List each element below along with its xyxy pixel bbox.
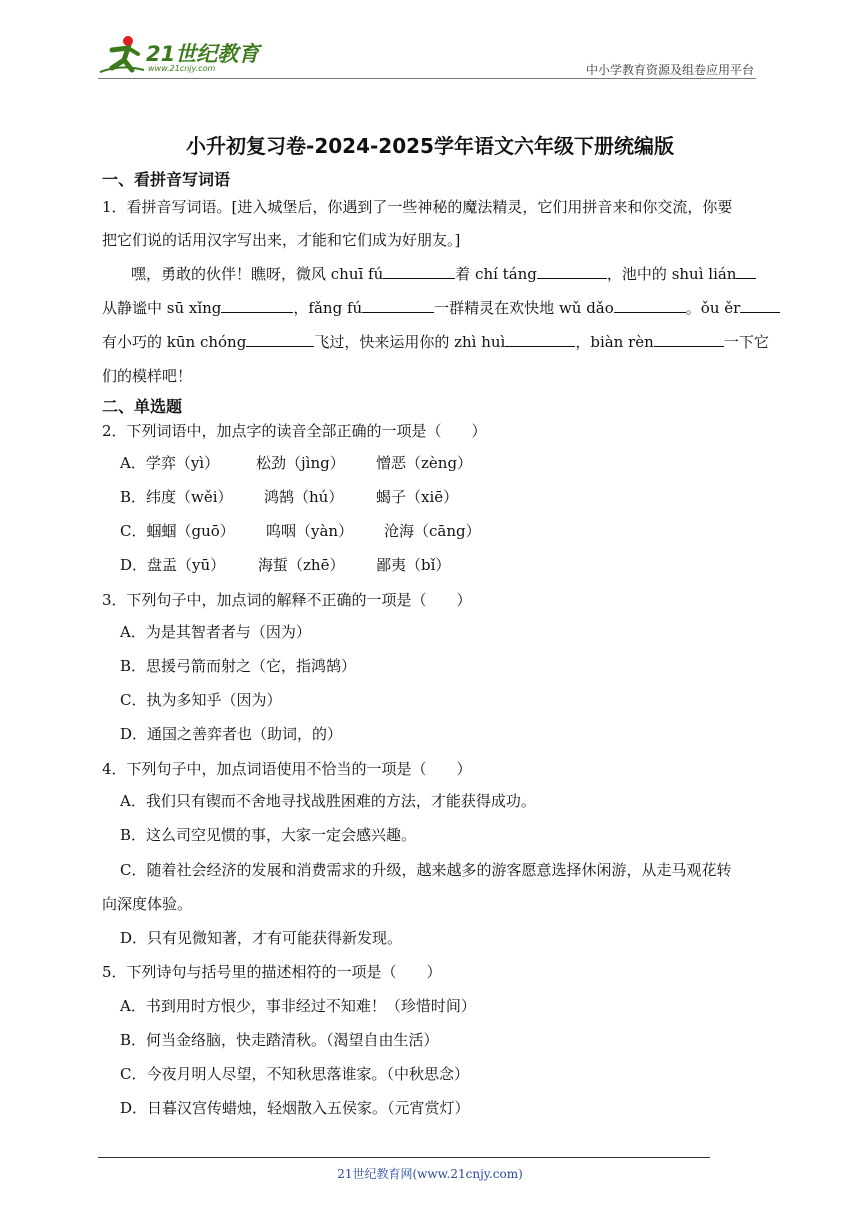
q1-stem-line-1: 1．看拼音写词语。[进入城堡后，你遇到了一些神秘的魔法精灵，它们用拼音来和你交流，你要 bbox=[102, 198, 733, 216]
section-heading-2: 二、单选题 bbox=[102, 397, 183, 416]
q1-passage-line-3 bbox=[102, 332, 769, 352]
q3-option-d[interactable]: D．通国之善弈者也（助词，的） bbox=[120, 725, 343, 743]
q2-option-c[interactable] bbox=[120, 521, 481, 541]
q5-option-b[interactable]: B．何当金络脑，快走踏清秋。（渴望自由生活） bbox=[120, 1031, 439, 1049]
answer-blank[interactable] bbox=[383, 264, 455, 279]
passage-text: ，池中的 shuì lián bbox=[606, 265, 737, 283]
footer-text: 21世纪教育网(www.21cnjy.com) bbox=[337, 1167, 523, 1181]
option-item: 松劲（jìng） bbox=[256, 454, 345, 472]
passage-text: 从静谧中 sū xǐng bbox=[102, 299, 222, 317]
q5-option-c[interactable]: C．今夜月明人尽望，不知秋思落谁家。（中秋思念） bbox=[120, 1065, 469, 1083]
answer-blank[interactable] bbox=[537, 264, 607, 279]
option-item: 鸿鹄（hú） bbox=[264, 488, 344, 506]
header-tagline: 中小学教育资源及组卷应用平台 bbox=[585, 63, 754, 77]
runner-logo-icon bbox=[98, 34, 146, 76]
page-header bbox=[98, 30, 756, 82]
answer-blank[interactable] bbox=[654, 332, 724, 347]
answer-blank[interactable] bbox=[505, 332, 575, 347]
q3-option-b[interactable]: B．思援弓箭而射之（它，指鸿鹄） bbox=[120, 657, 357, 675]
passage-text: 嘿，勇敢的伙伴！瞧呀，微风 chuī fú bbox=[131, 265, 384, 283]
answer-blank[interactable] bbox=[362, 298, 434, 313]
option-item: 鄙夷（bǐ） bbox=[376, 556, 451, 574]
passage-text: 有小巧的 kūn chóng bbox=[102, 333, 247, 351]
q5-option-d[interactable]: D．日暮汉宫传蜡烛，轻烟散入五侯家。（元宵赏灯） bbox=[120, 1099, 470, 1117]
q2-option-b[interactable] bbox=[120, 487, 459, 507]
option-item: D．盘盂（yū） bbox=[120, 556, 226, 574]
section-heading-1: 一、看拼音写词语 bbox=[102, 170, 231, 189]
q5-stem: 5．下列诗句与括号里的描述相符的一项是（ ） bbox=[102, 963, 442, 981]
option-item: 海蜇（zhē） bbox=[258, 556, 345, 574]
q2-option-a[interactable] bbox=[120, 453, 473, 473]
option-item: C．蝈蝈（guō） bbox=[120, 522, 235, 540]
footer-divider bbox=[98, 1157, 710, 1158]
passage-text: 一群精灵在欢快地 wǔ dǎo bbox=[434, 299, 614, 317]
answer-blank[interactable] bbox=[736, 264, 756, 279]
q4-option-b[interactable]: B．这么司空见惯的事，大家一定会感兴趣。 bbox=[120, 826, 417, 844]
q1-passage-line-4: 们的模样吧！ bbox=[102, 367, 193, 385]
q3-option-c[interactable]: C．执为多知乎（因为） bbox=[120, 691, 282, 709]
q3-option-a[interactable]: A．为是其智者者与（因为） bbox=[120, 623, 311, 641]
q5-option-a[interactable]: A．书到用时方恨少，事非经过不知难！（珍惜时间） bbox=[120, 997, 476, 1015]
answer-blank[interactable] bbox=[221, 298, 293, 313]
option-item: 呜咽（yàn） bbox=[266, 522, 354, 540]
q4-option-c-line-2: 向深度体验。 bbox=[102, 895, 193, 913]
option-item: A．学弈（yì） bbox=[120, 454, 220, 472]
answer-blank[interactable] bbox=[614, 298, 686, 313]
q4-option-a[interactable]: A．我们只有锲而不舍地寻找战胜困难的方法，才能获得成功。 bbox=[120, 792, 536, 810]
q2-stem: 2．下列词语中，加点字的读音全部正确的一项是（ ） bbox=[102, 422, 487, 440]
q1-stem-line-2: 把它们说的话用汉字写出来，才能和它们成为好朋友。] bbox=[102, 231, 461, 249]
option-item: 沧海（cāng） bbox=[384, 522, 481, 540]
logo-text: 21世纪教育 bbox=[146, 42, 260, 66]
option-item: 憎恶（zèng） bbox=[376, 454, 473, 472]
logo bbox=[98, 34, 258, 76]
answer-blank[interactable] bbox=[740, 298, 780, 313]
q2-option-d[interactable] bbox=[120, 555, 451, 575]
passage-text: ，biàn rèn bbox=[575, 333, 654, 351]
q1-passage-line-1 bbox=[131, 264, 756, 284]
passage-text: 着 chí táng bbox=[455, 265, 537, 283]
option-item: B．纬度（wěi） bbox=[120, 488, 233, 506]
answer-blank[interactable] bbox=[246, 332, 314, 347]
q1-passage-line-2 bbox=[102, 298, 780, 318]
passage-text: 飞过，快来运用你的 zhì huì bbox=[314, 333, 506, 351]
q4-stem: 4．下列句子中，加点词语使用不恰当的一项是（ ） bbox=[102, 760, 472, 778]
q4-option-c-line-1[interactable]: C．随着社会经济的发展和消费需求的升级，越来越多的游客愿意选择休闲游，从走马观花转 bbox=[120, 861, 732, 879]
option-item: 蝎子（xiē） bbox=[376, 488, 459, 506]
logo-url: www.21cnjy.com bbox=[148, 64, 216, 73]
passage-text: ，fǎng fú bbox=[293, 299, 363, 317]
header-divider bbox=[98, 78, 756, 79]
passage-text: 。ǒu ěr bbox=[685, 299, 741, 317]
q3-stem: 3．下列句子中，加点词的解释不正确的一项是（ ） bbox=[102, 591, 472, 609]
passage-text: 一下它 bbox=[723, 333, 769, 351]
page-title: 小升初复习卷-2024-2025学年语文六年级下册统编版 bbox=[186, 134, 674, 158]
q4-option-d[interactable]: D．只有见微知著，才有可能获得新发现。 bbox=[120, 929, 403, 947]
